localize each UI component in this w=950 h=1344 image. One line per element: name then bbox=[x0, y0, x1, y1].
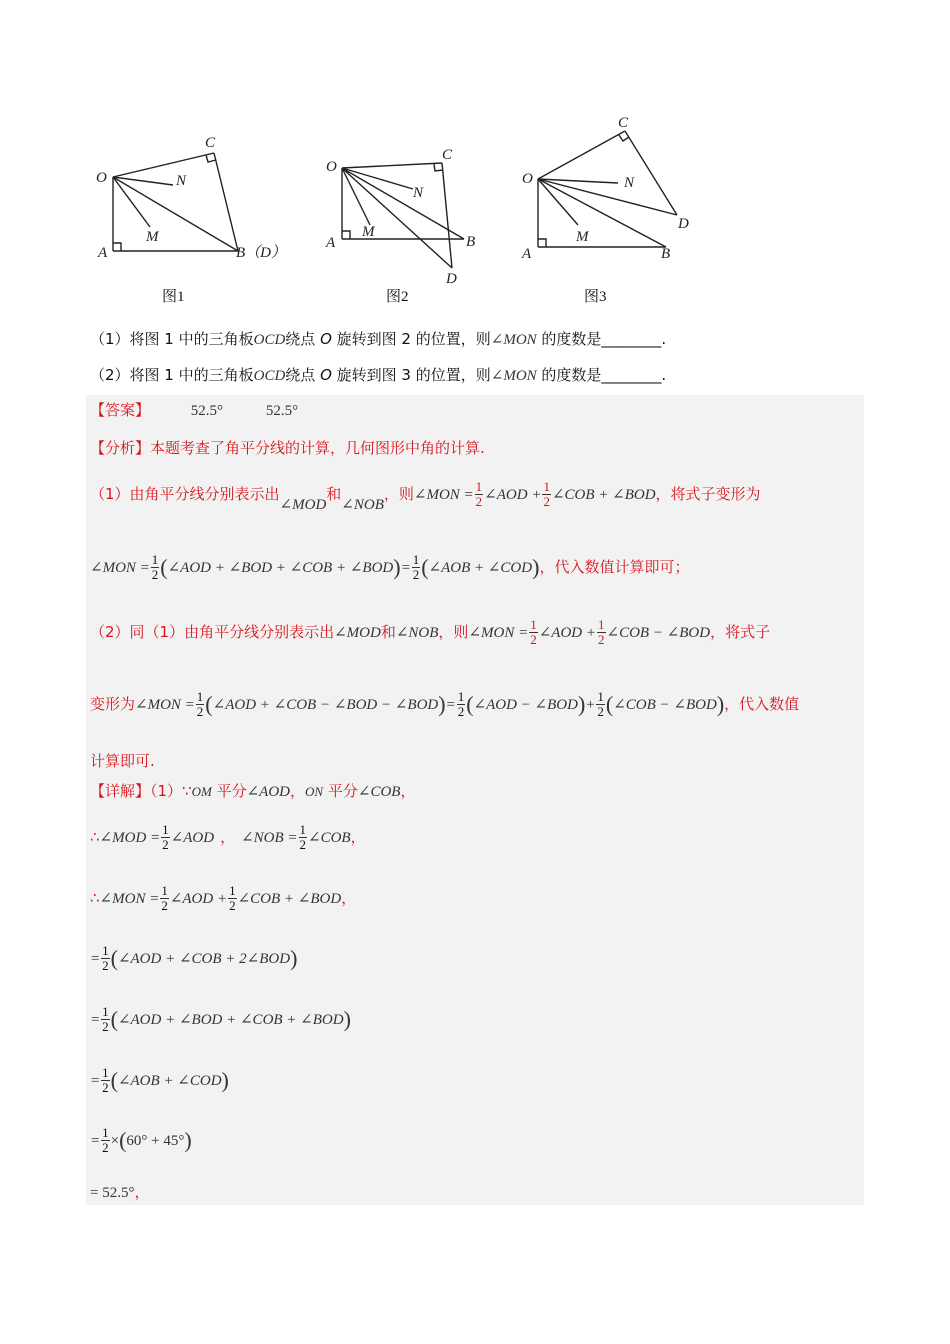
detail-step-1: = $\frac{1}{2}$ (∠AOD + ∠COB + 2∠BOD) bbox=[90, 943, 298, 973]
fig3-label-A: A bbox=[522, 246, 532, 262]
analysis-line: 【分析】本题考查了角平分线的计算，几何图形中角的计算. bbox=[90, 439, 485, 457]
fig1-label-M: M bbox=[146, 229, 159, 245]
fig1-label-N: N bbox=[176, 173, 187, 189]
fig1-caption: 图1 bbox=[162, 289, 185, 305]
detail-line-1: 【详解】（1）∵OM 平分∠AOD，ON 平分∠COB， bbox=[90, 782, 416, 800]
detail-line-3: ∴∠MON = $\frac{1}{2}$ ∠AOD + $\frac{1}{2}$ ∠COB + ∠BOD， bbox=[90, 883, 357, 913]
fig2-label-D: D bbox=[446, 271, 457, 287]
analysis-2-line-3: 计算即可. bbox=[90, 752, 155, 770]
fig3-caption: 图3 bbox=[584, 289, 607, 305]
fig3-label-N: N bbox=[624, 175, 635, 191]
figure-2 bbox=[342, 163, 464, 268]
analysis-2-line-1: （2）同（1）由角平分线分别表示出∠MOD和∠NOB，则∠MON = $\frac{1}{2}$ ∠AOD + $\frac{1}{2}$ ∠COB − ∠BOD，将式子 bbox=[90, 617, 771, 647]
figure-1 bbox=[113, 153, 238, 251]
detail-line-2: ∴∠MOD = $\frac{1}{2}$ ∠AOD ， ∠NOB = $\frac{1}{2}$ ∠COB， bbox=[90, 822, 366, 852]
fig2-label-O: O bbox=[326, 159, 337, 175]
fig2-caption: 图2 bbox=[386, 289, 409, 305]
fig2-label-N: N bbox=[413, 185, 424, 201]
question-1: （1）将图 1 中的三角板OCD绕点 O 旋转到图 2 的位置，则∠MON 的度数是________. bbox=[90, 330, 667, 348]
detail-step-2: = $\frac{1}{2}$ (∠AOD + ∠BOD + ∠COB + ∠BOD) bbox=[90, 1004, 351, 1034]
fig1-label-C: C bbox=[205, 135, 216, 151]
question-2: （2）将图 1 中的三角板OCD绕点 O 旋转到图 3 的位置，则∠MON 的度数是________. bbox=[90, 366, 667, 384]
fig2-label-M: M bbox=[362, 224, 375, 240]
fig1-label-A: A bbox=[98, 245, 108, 261]
fig1-label-BD: B（D） bbox=[236, 245, 286, 261]
figure-3 bbox=[538, 131, 677, 247]
fig3-label-B: B bbox=[661, 246, 671, 262]
detail-step-3: = $\frac{1}{2}$ (∠AOB + ∠COD) bbox=[90, 1065, 229, 1095]
detail-step-4: = $\frac{1}{2}$ ×(60° + 45°) bbox=[90, 1125, 192, 1155]
analysis-2-line-2: 变形为∠MON = $\frac{1}{2}$ (∠AOD + ∠COB − ∠BOD − ∠BOD)= $\frac{1}{2}$ (∠AOD − ∠BOD)+ $\frac{1}{2}$ (∠COB − ∠BOD)，代入数值 bbox=[90, 689, 800, 719]
fig3-label-D: D bbox=[678, 216, 689, 232]
analysis-1-line-1: （1）由角平分线分别表示出∠MOD和∠NOB，则∠MON = $\frac{1}{2}$ ∠AOD + $\frac{1}{2}$ ∠COB + ∠BOD，将式子变形为 bbox=[90, 479, 761, 513]
fig3-label-C: C bbox=[618, 115, 629, 131]
detail-step-5: = 52.5°， bbox=[90, 1183, 150, 1201]
analysis-1-line-2: ∠MON = $\frac{1}{2}$ (∠AOD + ∠BOD + ∠COB + ∠BOD)= $\frac{1}{2}$ (∠AOB + ∠COD)，代入数值计算即可； bbox=[90, 552, 690, 582]
figures bbox=[80, 105, 720, 310]
fig3-label-O: O bbox=[522, 171, 533, 187]
answer-line: 【答案】 52.5° 52.5° bbox=[90, 401, 299, 419]
fig3-label-M: M bbox=[576, 229, 589, 245]
fig2-label-C: C bbox=[442, 147, 453, 163]
fig1-label-O: O bbox=[96, 170, 107, 186]
fig2-label-B: B bbox=[466, 234, 476, 250]
fig2-label-A: A bbox=[326, 235, 336, 251]
